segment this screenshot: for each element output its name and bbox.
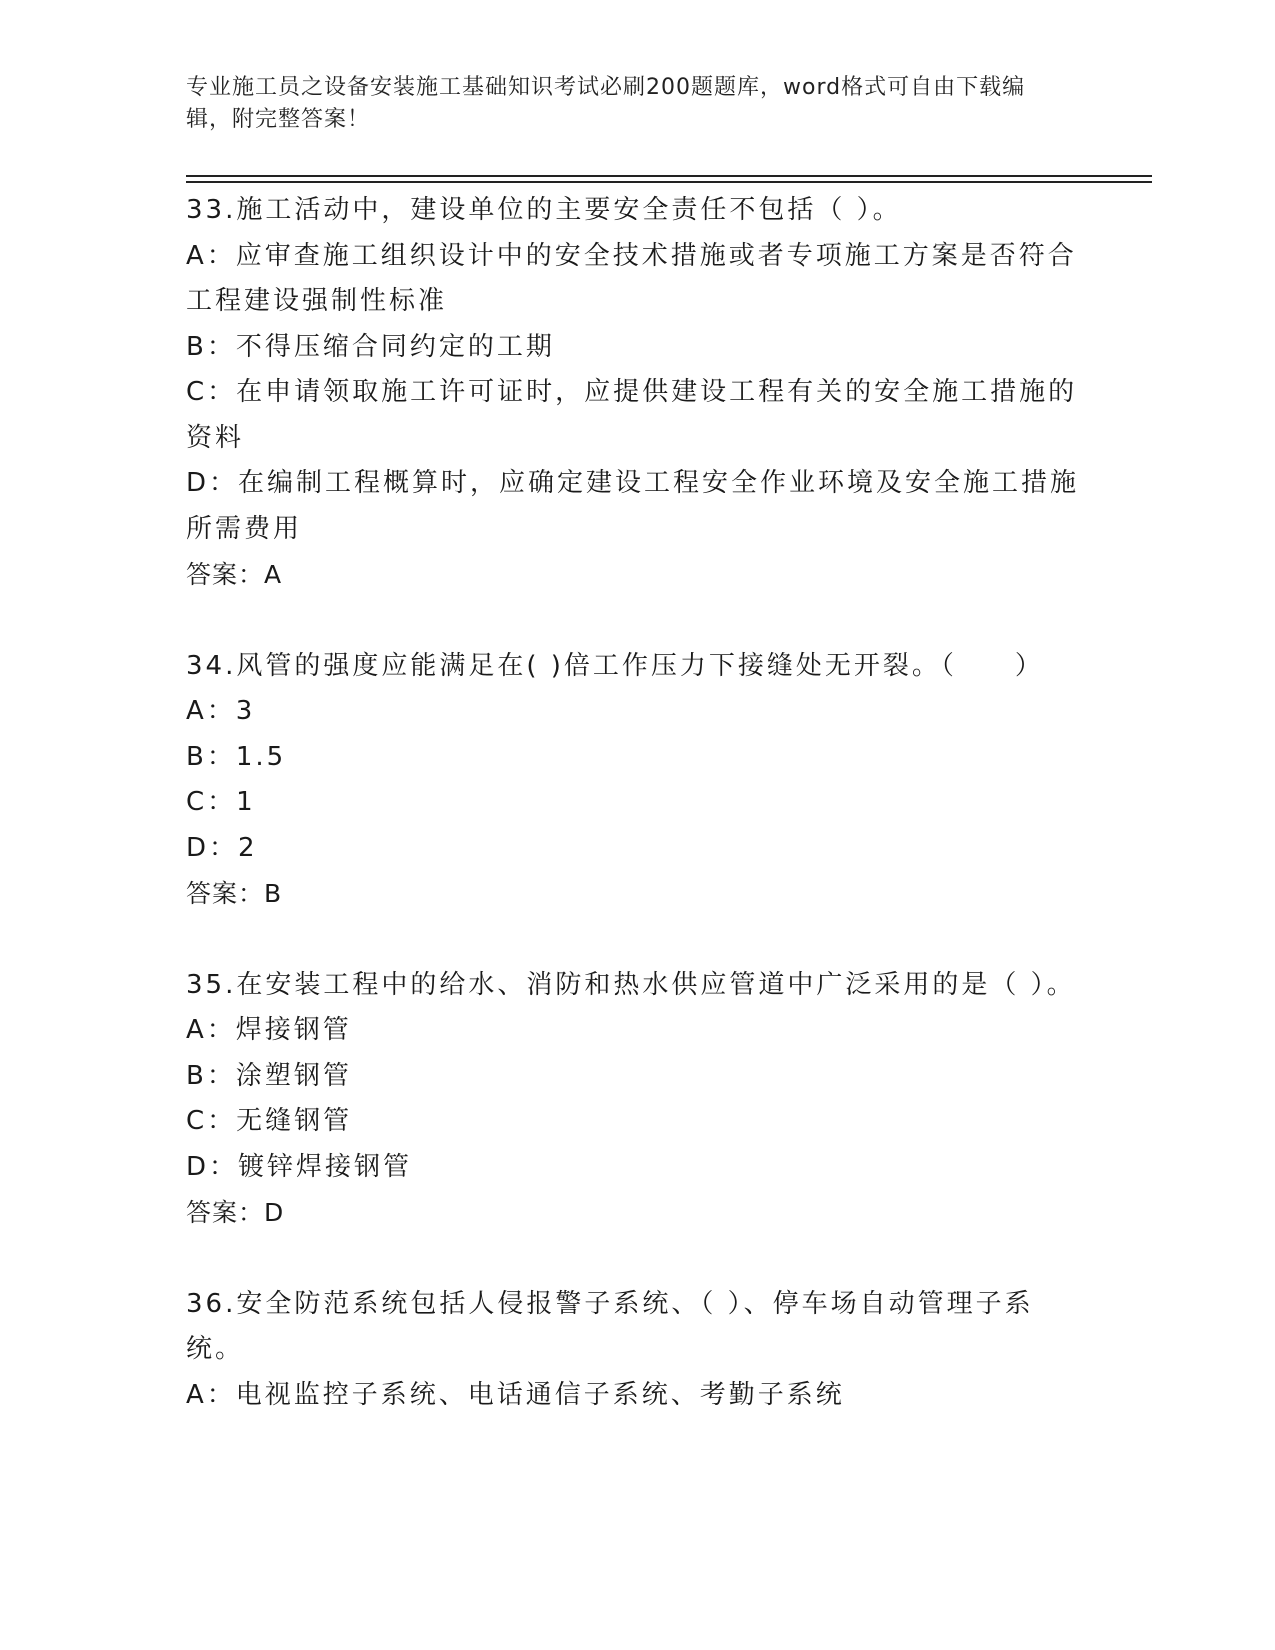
answer-line	[186, 1190, 1086, 1236]
question-35	[186, 963, 1086, 1236]
option-d: D：在编制工程概算时，应确定建设工程安全作业环境及安全施工措施所需费用	[186, 468, 1080, 544]
option-d: D：2	[186, 832, 258, 863]
option-c: C：在申请领取施工许可证时，应提供建设工程有关的安全施工措施的资料	[186, 377, 1078, 453]
question-36	[186, 1282, 1086, 1419]
question-34	[186, 644, 1086, 917]
question-text: 35.在安装工程中的给水、消防和热水供应管道中广泛采用的是（ ）。	[186, 969, 1076, 1000]
answer-line	[186, 552, 1086, 598]
option-a: A：电视监控子系统、电话通信子系统、考勤子系统	[186, 1379, 845, 1410]
answer-value: D	[264, 1198, 285, 1227]
question-text: 36.安全防范系统包括人侵报警子系统、（ ）、停车场自动管理子系统。	[186, 1288, 1034, 1364]
question-text: 33.施工活动中，建设单位的主要安全责任不包括（ ）。	[186, 195, 902, 225]
document-header: 专业施工员之设备安装施工基础知识考试必刷200题题库，word格式可自由下载编辑，附完整答案！	[186, 75, 1026, 132]
answer-line	[186, 871, 1086, 917]
answer-value: B	[264, 879, 283, 908]
option-b: B：涂塑钢管	[186, 1060, 352, 1091]
answer-label: 答案：	[186, 560, 265, 589]
answer-label: 答案：	[186, 1198, 265, 1227]
option-c: C：无缝钢管	[186, 1106, 353, 1136]
option-b: B：1.5	[186, 741, 287, 772]
question-33	[186, 188, 1086, 598]
header-divider-top	[186, 175, 1152, 177]
option-a: A：焊接钢管	[186, 1015, 352, 1045]
answer-value: A	[264, 560, 283, 589]
option-a: A：应审查施工组织设计中的安全技术措施或者专项施工方案是否符合工程建设强制性标准	[186, 240, 1077, 316]
question-text: 34.风管的强度应能满足在( )倍工作压力下接缝处无开裂。（ ）	[186, 650, 1044, 681]
option-d: D：镀锌焊接钢管	[186, 1151, 413, 1182]
question-list	[186, 188, 1086, 1464]
option-c: C：1	[186, 787, 256, 817]
answer-label: 答案：	[186, 879, 265, 908]
option-b: B：不得压缩合同约定的工期	[186, 331, 555, 362]
header-divider-bottom	[186, 181, 1152, 183]
option-a: A：3	[186, 696, 256, 726]
